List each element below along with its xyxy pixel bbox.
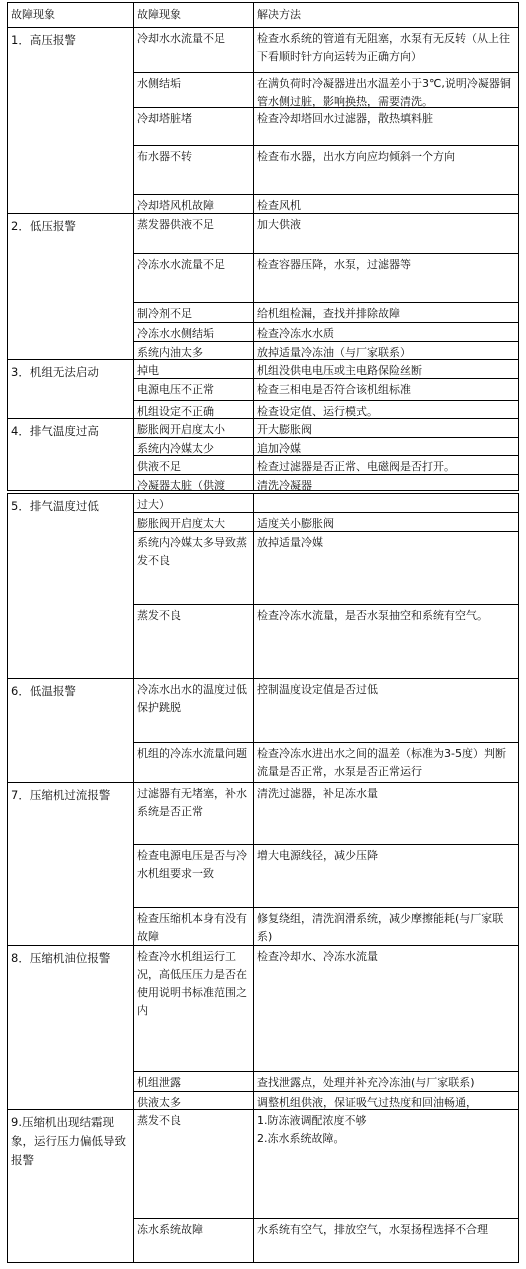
- solution-cell: 检查冷冻水流量，是否水泵抽空和系统有空气。: [257, 609, 488, 622]
- row-border: [133, 1071, 519, 1072]
- cause-cell: 冷冻水出水的温度过低保护跳脱: [137, 683, 247, 714]
- row-border: [133, 253, 519, 254]
- row-border: [133, 907, 519, 908]
- row-border: [133, 844, 519, 845]
- solution-cell: 检查风机: [257, 199, 301, 212]
- solution-cell: 水系统有空气，排放空气，水泵扬程选择不合理: [257, 1223, 488, 1236]
- solution-cell: 增大电源线径，减少压降: [257, 849, 378, 862]
- solution-cell: 检查冷冻水水质: [257, 327, 334, 340]
- cause-cell: 系统内冷媒太多导致蒸发不良: [137, 536, 247, 567]
- row-border-full: [7, 678, 519, 679]
- row-border: [133, 145, 519, 146]
- solution-cell: 检查设定值、运行模式。: [257, 405, 378, 418]
- symptom-cell: 6．低温报警: [11, 684, 76, 698]
- row-border: [133, 400, 519, 401]
- column-border-1-0: [7, 493, 8, 1263]
- solution-cell: 检查布水器，出水方向应均倾斜一个方向: [257, 150, 455, 163]
- solution-cell: 修复绕组，清洗润滑系统，减少摩擦能耗(与厂家联系): [257, 912, 504, 943]
- cause-cell: 供液不足: [137, 460, 181, 473]
- solution-cell: 检查冷冻水进出水之间的温差（标准为3-5度）判断流量是否正常，水泵是否正常运行: [257, 747, 506, 778]
- cause-cell: 冻水系统故障: [137, 1223, 203, 1236]
- solution-cell: 1.防冻液调配浓度不够 2.冻水系统故障。: [257, 1114, 367, 1145]
- symptom-cell: 4．排气温度过高: [11, 424, 99, 438]
- solution-cell: 在满负荷时冷凝器进出水温差小于3℃,说明冷凝器铜管水侧过脏，影响换热，需要清洗。: [257, 77, 511, 108]
- cause-cell: 蒸发不良: [137, 609, 181, 622]
- segment-top-border: [7, 493, 519, 494]
- column-border-1-3: [518, 493, 519, 1263]
- cause-cell: 过滤器有无堵塞，补水系统是否正常: [137, 787, 247, 818]
- header-solution: 解决方法: [257, 8, 301, 21]
- solution-cell: 清洗过滤器，补足冻水量: [257, 787, 378, 800]
- cause-cell: 机组泄露: [137, 1076, 181, 1089]
- row-border: [133, 302, 519, 303]
- row-border-full: [7, 782, 519, 783]
- header-bottom-border: [7, 27, 519, 28]
- solution-cell: 放掉适量冷媒: [257, 536, 323, 549]
- cause-cell: 冷却水水流量不足: [137, 32, 225, 45]
- solution-cell: 检查过滤器是否正常、电磁阀是否打开。: [257, 460, 455, 473]
- cause-cell: 检查电源电压是否与冷水机组要求一致: [137, 849, 247, 880]
- cause-cell: 供液太多: [137, 1096, 181, 1109]
- row-border: [133, 604, 519, 605]
- solution-cell: 检查冷却水、冷冻水流量: [257, 950, 378, 963]
- solution-cell: 查找泄露点，处理并补充冷冻油(与厂家联系): [257, 1076, 475, 1089]
- cause-cell: 机组的冷冻水流量问题: [137, 747, 247, 760]
- cause-cell: 水侧结垢: [137, 77, 181, 90]
- cause-cell: 膨胀阀开启度太大: [137, 517, 225, 530]
- cause-cell: 制冷剂不足: [137, 307, 192, 320]
- cause-cell: 蒸发不良: [137, 1114, 181, 1127]
- cause-cell: 检查冷水机组运行工况，高低压压力是否在使用说明书标准范围之内: [137, 950, 247, 1017]
- cause-cell: 机组设定不正确: [137, 405, 214, 418]
- header-cause: 故障现象: [137, 8, 181, 21]
- cause-cell: 冷冻水水流量不足: [137, 258, 225, 271]
- solution-cell: 检查三相电是否符合该机组标准: [257, 383, 411, 396]
- solution-cell: 加大供液: [257, 218, 301, 231]
- solution-cell: 检查水系统的管道有无阻塞，水泵有无反转（从上往下看顺时针方向运转为正确方向）: [257, 32, 510, 63]
- row-border-full: [7, 1262, 519, 1263]
- header-symptom: 故障现象: [11, 8, 55, 21]
- cause-cell: 冷却塔脏堵: [137, 112, 192, 125]
- symptom-cell: 5．排气温度过低: [11, 499, 99, 513]
- cause-cell: 掉电: [137, 364, 159, 377]
- solution-cell: 开大膨胀阀: [257, 423, 312, 436]
- solution-cell: 调整机组供液，保证吸气过热度和回油畅通，: [257, 1096, 477, 1109]
- symptom-cell: 7．压缩机过流报警: [11, 788, 111, 802]
- cause-cell: 蒸发器供液不足: [137, 218, 214, 231]
- solution-cell: 给机组检漏，查找并排除故障: [257, 307, 400, 320]
- cause-cell: 检查压缩机本身有没有故障: [137, 912, 247, 943]
- solution-cell: 清洗冷凝器: [257, 479, 312, 492]
- column-border-1-1: [133, 493, 134, 1263]
- cause-cell: 冷凝器太脏（供渡: [137, 479, 225, 492]
- cause-cell: 膨胀阀开启度太小: [137, 423, 225, 436]
- row-border: [133, 742, 519, 743]
- cause-cell: 系统内油太多: [137, 346, 203, 359]
- row-border: [133, 194, 519, 195]
- cause-cell: 冷却塔风机故障: [137, 199, 214, 212]
- cause-cell: 系统内冷媒太少: [137, 442, 214, 455]
- symptom-cell: 9.压缩机出现结霜现象，运行压力偏低导致报警: [11, 1115, 126, 1167]
- solution-cell: 检查冷却塔回水过滤器，散热填料脏: [257, 112, 433, 125]
- solution-cell: 检查容器压降，水泵，过滤器等: [257, 258, 411, 271]
- solution-cell: 控制温度设定值是否过低: [257, 683, 378, 696]
- solution-cell: 放掉适量冷冻油（与厂家联系）: [257, 346, 411, 359]
- row-border: [133, 72, 519, 73]
- symptom-cell: 2．低压报警: [11, 219, 76, 233]
- cause-cell: 电源电压不正常: [137, 383, 214, 396]
- cause-cell: 冷冻水水侧结垢: [137, 327, 214, 340]
- symptom-cell: 1．高压报警: [11, 33, 76, 47]
- symptom-cell: 3．机组无法启动: [11, 365, 99, 379]
- solution-cell: 机组没供电电压或主电路保险丝断: [257, 364, 422, 377]
- cause-cell: 过大）: [137, 498, 170, 511]
- row-border: [133, 1218, 519, 1219]
- column-border-1-2: [253, 493, 254, 1263]
- solution-cell: 适度关小膨胀阀: [257, 517, 334, 530]
- symptom-cell: 8．压缩机油位报警: [11, 951, 111, 965]
- header-top-border: [7, 2, 519, 3]
- cause-cell: 布水器不转: [137, 150, 192, 163]
- solution-cell: 追加冷媒: [257, 442, 301, 455]
